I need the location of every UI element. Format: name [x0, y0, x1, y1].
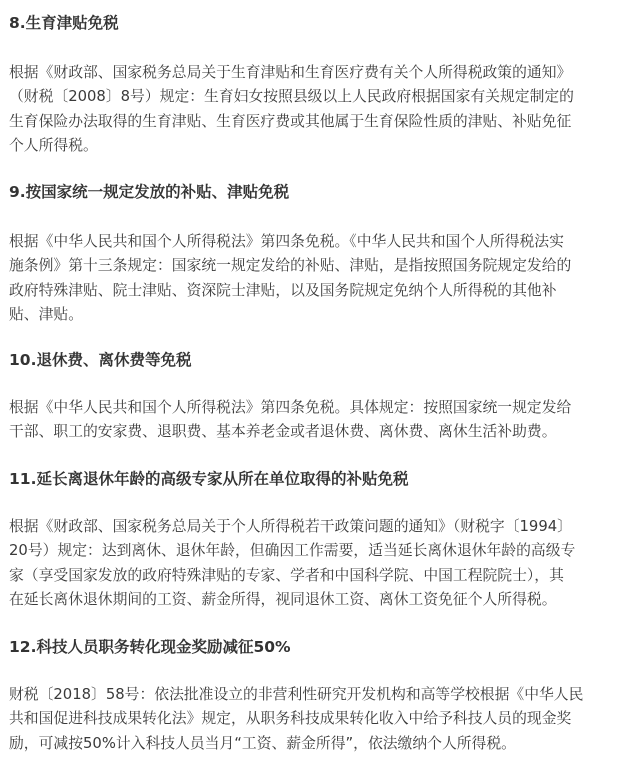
- paragraph-line: 根据《中华人民共和国个人所得税法》第四条免税。具体规定：按照国家统一规定发给: [9, 399, 572, 416]
- section-body-9: [9, 230, 571, 328]
- section-body-8: [9, 61, 574, 159]
- paragraph-line: 贴、津贴。: [9, 306, 83, 324]
- paragraph-line: 家（享受国家发放的政府特殊津贴的专家、学者和中国科学院、中国工程院院士），其: [9, 566, 564, 584]
- section-title-10: 10.退休费、离休费等免税: [9, 351, 192, 369]
- section-title-11: 11.延长离退休年龄的高级专家从所在单位取得的补贴免税: [9, 470, 409, 488]
- paragraph-line: 在延长离休退休期间的工资、薪金所得，视同退休工资、离休工资免征个人所得税。: [9, 591, 557, 609]
- paragraph-line: 生育保险办法取得的生育津贴、生育医疗费或其他属于生育保险性质的津贴、补贴免征: [9, 112, 572, 130]
- section-body-10: [9, 396, 571, 445]
- paragraph-line: 根据《财政部、国家税务总局关于个人所得税若干政策问题的通知》（财税字〔1994〕: [9, 518, 572, 535]
- paragraph-line: 干部、职工的安家费、退职费、基本养老金或者退休费、离休费、离休生活补助费。: [9, 423, 557, 441]
- paragraph-line: 根据《财政部、国家税务总局关于生育津贴和生育医疗费有关个人所得税政策的通知》: [9, 64, 572, 81]
- section-body-11: [9, 515, 575, 613]
- paragraph-line: 个人所得税。: [9, 137, 98, 155]
- paragraph-line: 共和国促进科技成果转化法》规定，从职务科技成果转化收入中给予科技人员的现金奖: [9, 710, 572, 728]
- paragraph-line: （财税〔2008〕8号）规定：生育妇女按照县级以上人民政府根据国家有关规定制定的: [9, 88, 574, 106]
- paragraph-line: 根据《中华人民共和国个人所得税法》第四条免税。《中华人民共和国个人所得税法实: [9, 233, 564, 250]
- paragraph-line: 励，可减按50%计入科技人员当月“工资、薪金所得”，依法缴纳个人所得税。: [9, 734, 516, 752]
- paragraph-line: 施条例》第十三条规定：国家统一规定发给的补贴、津贴，是指按照国务院规定发给的: [9, 257, 572, 275]
- section-title-8: 8.生育津贴免税: [9, 14, 119, 32]
- section-title-9: 9.按国家统一规定发放的补贴、津贴免税: [9, 183, 290, 201]
- section-title-12: 12.科技人员职务转化现金奖励减征50%: [9, 638, 291, 656]
- section-body-12: [9, 683, 583, 756]
- paragraph-line: 财税〔2018〕58号：依法批准设立的非营利性研究开发机构和高等学校根据《中华人民: [9, 686, 584, 703]
- paragraph-line: 政府特殊津贴、院士津贴、资深院士津贴，以及国务院规定免纳个人所得税的其他补: [9, 281, 557, 299]
- paragraph-line: 20号）规定：达到离休、退休年龄，但确因工作需要，适当延长离休退休年龄的高级专: [9, 542, 576, 560]
